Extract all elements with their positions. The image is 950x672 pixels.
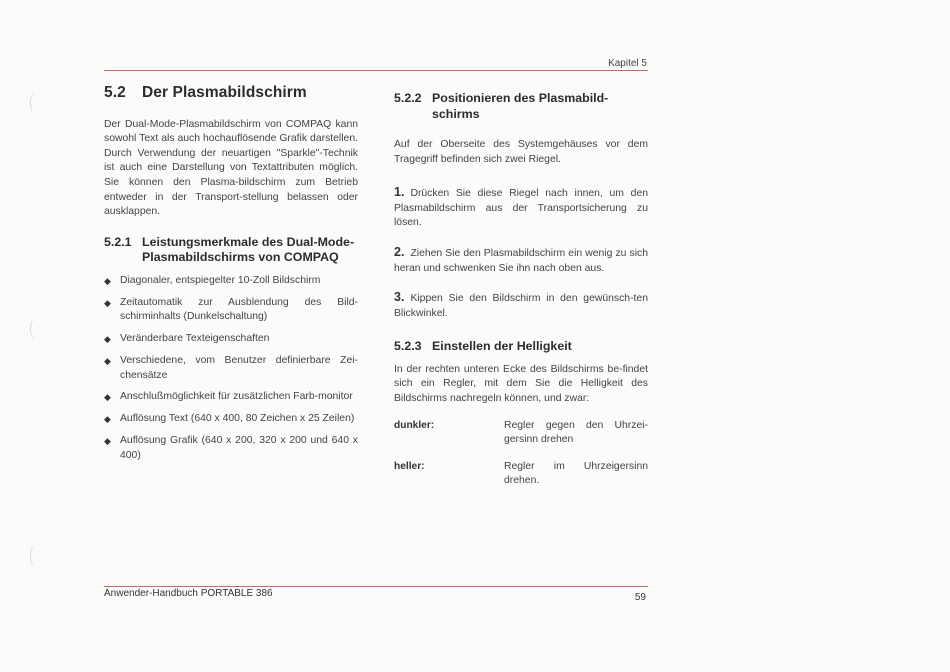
subsection-heading-features <box>104 235 358 266</box>
list-item: ◆ Veränderbare Texteigenschaften <box>104 332 358 347</box>
intro-paragraph: Der Dual-Mode-Plasmabildschirm von COMPAQ kann sowohl Text als auch hochauflösende Grafik darstellen. Durch Verwendung der neuartigen "Sparkle"-Technik ist auch eine Darstellung von Textattributen möglich. Sie können den Plasma-bildschirm zum Betrieb entweder in der Transport-stellung belassen oder ausklappen. <box>104 118 358 218</box>
footer-rule <box>104 586 648 587</box>
definition-row-darker <box>394 419 648 448</box>
step-number: 2. <box>394 244 405 259</box>
page-number: 59 <box>634 592 646 603</box>
chapter-label: Kapitel 5 <box>608 58 647 69</box>
section-number: 5.2 <box>104 84 126 101</box>
subsection-number: 5.2.3 <box>394 339 422 354</box>
list-item: ◆ Verschiedene, vom Benutzer definierbare Zei-chensätze <box>104 354 358 383</box>
list-item: ◆ Auflösung Grafik (640 x 200, 320 x 200 und 640 x 400) <box>104 434 358 463</box>
punch-hole-mark <box>30 318 41 340</box>
step-item <box>394 185 648 231</box>
punch-hole-mark <box>30 545 41 567</box>
section-title: Der Plasmabildschirm <box>142 84 307 101</box>
step-text: Kippen Sie den Bildschirm in den gewünsch-ten Blickwinkel. <box>394 293 648 319</box>
diamond-bullet-icon: ◆ <box>104 392 111 403</box>
definition-term: dunkler: <box>394 419 435 431</box>
right-column <box>394 91 648 501</box>
list-item: ◆ Diagonaler, entspiegelter 10-Zoll Bildschirm <box>104 274 358 289</box>
definition-description: Regler gegen den Uhrzei-gersinn drehen <box>504 419 648 446</box>
punch-hole-mark <box>30 92 41 114</box>
subsection-heading-brightness <box>394 339 648 355</box>
section-heading <box>104 86 358 101</box>
diamond-bullet-icon: ◆ <box>104 297 111 308</box>
features-list <box>104 274 358 464</box>
diamond-bullet-icon: ◆ <box>104 355 111 366</box>
brightness-intro: In der rechten unteren Ecke des Bildschirms be-findet sich ein Regler, mit dem Sie die Helligkeit des Bildschirms nachregeln können, und zwar: <box>394 363 648 405</box>
definition-term: heller: <box>394 460 425 472</box>
subsection-number: 5.2.1 <box>104 234 132 249</box>
step-item <box>394 290 648 321</box>
list-item: ◆ Auflösung Text (640 x 400, 80 Zeichen x 25 Zeilen) <box>104 412 358 427</box>
definition-description: Regler im Uhrzeigersinn drehen. <box>504 460 648 487</box>
left-column <box>104 86 358 470</box>
diamond-bullet-icon: ◆ <box>104 436 111 447</box>
diamond-bullet-icon: ◆ <box>104 333 111 344</box>
subsection-title: Leistungsmerkmale des Dual-Mode-Plasmabildschirms von COMPAQ <box>142 234 355 265</box>
step-text: Ziehen Sie den Plasmabildschirm ein wenig zu sich heran und schwenken Sie ihn nach oben aus. <box>394 247 648 274</box>
list-item: ◆ Anschlußmöglichkeit für zusätzlichen Farb-monitor <box>104 390 358 405</box>
footer-title: Anwender-Handbuch PORTABLE 386 <box>104 588 273 599</box>
subsection-title: Positionieren des Plasmabild-schirms <box>432 91 609 121</box>
step-number: 3. <box>394 290 405 305</box>
subsection-number: 5.2.2 <box>394 91 422 105</box>
header-rule <box>104 70 648 71</box>
diamond-bullet-icon: ◆ <box>104 275 111 286</box>
diamond-bullet-icon: ◆ <box>104 414 111 425</box>
list-item: ◆ Zeitautomatik zur Ausblendung des Bild-schirminhalts (Dunkelschaltung) <box>104 296 358 325</box>
step-item <box>394 245 648 276</box>
step-number: 1. <box>394 185 405 200</box>
definition-row-brighter <box>394 460 648 489</box>
subsection-heading-positioning <box>394 91 648 122</box>
subsection-title: Einstellen der Helligkeit <box>432 339 572 354</box>
positioning-intro: Auf der Oberseite des Systemgehäuses vor dem Tragegriff befinden sich zwei Riegel. <box>394 139 648 165</box>
step-text: Drücken Sie diese Riegel nach innen, um den Plasmabildschirm aus der Transportsicherung zu lösen. <box>394 188 648 229</box>
